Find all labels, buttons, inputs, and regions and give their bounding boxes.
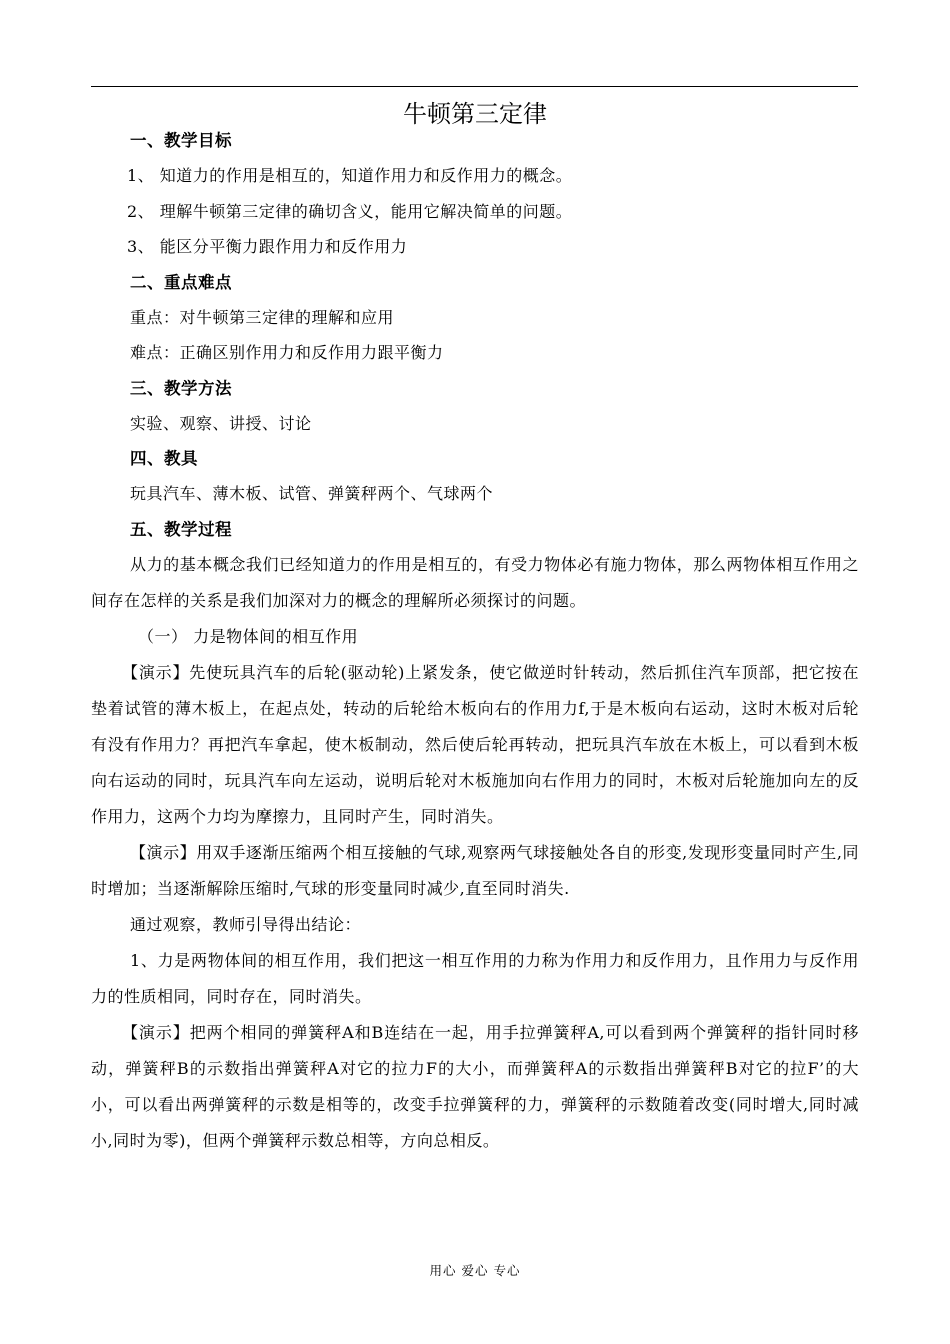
intro-paragraph: 从力的基本概念我们已经知道力的作用是相互的，有受力物体必有施力物体，那么两物体相互作用之间存在怎样的关系是我们加深对力的概念的理解所必须探讨的问题。 xyxy=(91,554,859,610)
subsection-heading: （一） 力是物体间的相互作用 xyxy=(138,626,359,646)
page-footer: 用心 爱心 专心 xyxy=(429,1263,521,1278)
demo-paragraph-3: 【演示】把两个相同的弹簧秤A和B连结在一起，用手拉弹簧秤A,可以看到两个弹簧秤的指针同时移动，弹簧秤B的示数指出弹簧秤A对它的拉力F的大小，而弹簧秤A的示数指出弹簧秤B对它的拉F’的大小，可以看出两弹簧秤的示数是相等的，改变手拉弹簧秤的力，弹簧秤的示数随着改变(同时增大,同时减小,同时为零)，但两个弹簧秤示数总相等，方向总相反。 xyxy=(91,1022,859,1150)
goal-item: 3、 能区分平衡力跟作用力和反作用力 xyxy=(127,237,408,256)
header-rule xyxy=(91,86,858,87)
methods-text: 实验、观察、讲授、讨论 xyxy=(130,413,312,433)
key-points-heading: 二、重点难点 xyxy=(130,272,232,292)
demo-paragraph-2: 【演示】用双手逐渐压缩两个相互接触的气球,观察两气球接触处各自的形变,发现形变量同时产生,同时增加；当逐渐解除压缩时,气球的形变量同时减少,直至同时消失. xyxy=(91,842,859,898)
document-title: 牛顿第三定律 xyxy=(403,100,547,128)
demo-paragraph-1: 【演示】先使玩具汽车的后轮(驱动轮)上紧发条，使它做逆时针转动，然后抓住汽车顶部，把它按在垫着试管的薄木板上，在起点处，转动的后轮给木板向右的作用力f,于是木板向右运动，这时木板对后轮有没有作用力？再把汽车拿起，使木板制动，然后使后轮再转动，把玩具汽车放在木板上，可以看到木板向右运动的同时，玩具汽车向左运动，说明后轮对木板施加向右作用力的同时，木板对后轮施加向左的反作用力，这两个力均为摩擦力，且同时产生，同时消失。 xyxy=(91,662,859,826)
goals-heading: 一、教学目标 xyxy=(130,131,232,150)
methods-heading: 三、教学方法 xyxy=(130,378,232,398)
observe-paragraph: 通过观察，教师引导得出结论： xyxy=(130,914,362,934)
key-point: 重点：对牛顿第三定律的理解和应用 xyxy=(130,307,395,327)
process-heading: 五、教学过程 xyxy=(130,519,232,539)
difficult-point: 难点：正确区别作用力和反作用力跟平衡力 xyxy=(130,343,444,362)
goal-item: 2、 理解牛顿第三定律的确切含义，能用它解决简单的问题。 xyxy=(127,201,573,221)
tools-text: 玩具汽车、薄木板、试管、弹簧秤两个、气球两个 xyxy=(130,484,494,503)
conclusion-paragraph: 1、力是两物体间的相互作用，我们把这一相互作用的力称为作用力和反作用力，且作用力与反作用力的性质相同，同时存在，同时消失。 xyxy=(91,950,859,1006)
goal-item: 1、 知道力的作用是相互的，知道作用力和反作用力的概念。 xyxy=(127,166,573,185)
tools-heading: 四、教具 xyxy=(130,449,198,468)
document-body xyxy=(91,123,859,1159)
